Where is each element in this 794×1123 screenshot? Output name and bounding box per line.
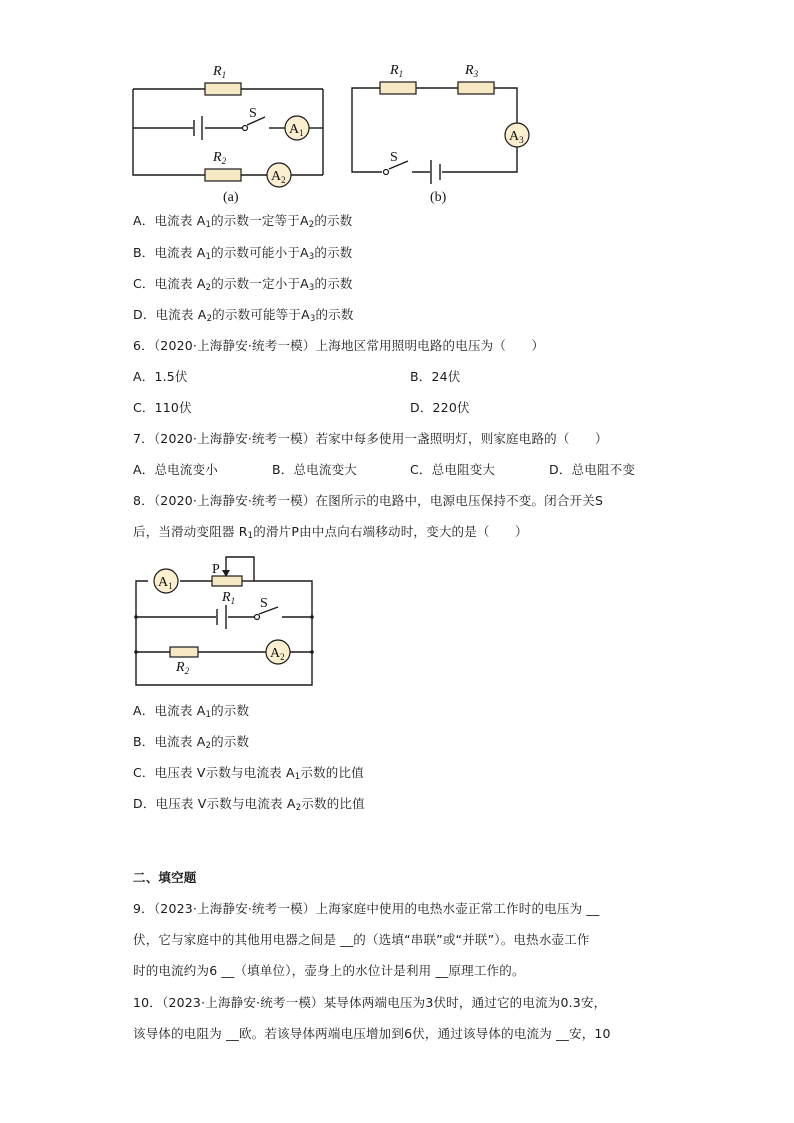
q6-option-c: C．110伏 — [133, 400, 192, 415]
svg-text:R2: $R_2$ — [213, 150, 227, 166]
resistor-r2-a — [205, 169, 241, 181]
q9-line2: 伏，它与家庭中的其他用电器之间是 __的（选填“串联”或“并联”）。电热水壶工作 — [133, 932, 590, 947]
q5-option-d: D．电流表 $A_2$的示数可能等于$A_3$的示数 — [133, 307, 354, 324]
svg-text:P: P — [212, 562, 220, 577]
svg-text:S: S — [260, 596, 268, 611]
q10-line2: 该导体的电阻为 __欧。若该导体两端电压增加到6伏，通过该导体的电流为 __安，10 — [133, 1026, 611, 1041]
svg-text:A1: $A_1$ — [158, 575, 173, 591]
q8-stem-line2: 后，当滑动变阻器 $R_1$的滑片P由中点向右端移动时，变大的是（ ） — [133, 524, 528, 541]
q7-stem: 7．（2020·上海静安·统考一模）若家中每多使用一盏照明灯，则家庭电路的（ ） — [133, 431, 608, 446]
q8-option-a: A．电流表 $A_1$的示数 — [133, 703, 250, 720]
q5-option-b: B．电流表 $A_1$的示数可能小于$A_3$的示数 — [133, 245, 353, 262]
resistor-r3-b — [458, 82, 494, 94]
q6-option-b: B．24伏 — [410, 369, 461, 384]
section-heading-fill-in: 二、填空题 — [133, 870, 197, 885]
svg-text:R3: $R_3$ — [465, 63, 479, 79]
svg-text:S: S — [390, 150, 398, 165]
q8-option-d: D．电压表 V示数与电流表 $A_2$示数的比值 — [133, 796, 365, 813]
svg-text:R1: $R_1$ — [390, 63, 404, 79]
circuit-figure-a — [125, 55, 345, 205]
rheostat-r1-q8 — [212, 576, 242, 586]
q7-option-a: A．总电流变小 — [133, 462, 218, 477]
circuit-figure-b — [340, 55, 540, 205]
q8-option-b: B．电流表 $A_2$的示数 — [133, 734, 250, 751]
svg-text:A2: $A_2$ — [270, 646, 285, 662]
svg-text:A2: $A_2$ — [271, 169, 286, 185]
figure-a-caption: (a) — [223, 190, 239, 205]
circuit-figure-q8 — [128, 552, 328, 692]
q8-option-c: C．电压表 V示数与电流表 $A_1$示数的比值 — [133, 765, 364, 782]
q7-option-b: B．总电流变大 — [272, 462, 357, 477]
q7-option-c: C．总电阻变大 — [410, 462, 496, 477]
q6-option-d: D．220伏 — [410, 400, 470, 415]
q8-stem-line1: 8．（2020·上海静安·统考一模）在图所示的电路中，电源电压保持不变。闭合开关S — [133, 493, 604, 508]
q5-option-c: C．电流表 $A_2$的示数一定小于$A_3$的示数 — [133, 276, 353, 293]
q9-line1: 9．（2023·上海静安·统考一模）上海家庭中使用的电热水壶正常工作时的电压为 __ — [133, 901, 600, 916]
svg-text:R1: $R_1$ — [213, 64, 227, 80]
svg-text:R1: $R_1$ — [222, 590, 236, 606]
figure-b-caption: (b) — [430, 190, 447, 205]
svg-text:S: S — [249, 106, 257, 121]
q5-option-a: A．电流表 $A_1$的示数一定等于$A_2$的示数 — [133, 213, 353, 230]
svg-text:A3: $A_3$ — [509, 129, 524, 145]
q9-line3: 时的电流约为6 __（填单位），壶身上的水位计是利用 __原理工作的。 — [133, 963, 525, 978]
resistor-r1-b — [380, 82, 416, 94]
q7-option-d: D．总电阻不变 — [549, 462, 636, 477]
q6-stem: 6．（2020·上海静安·统考一模）上海地区常用照明电路的电压为（ ） — [133, 338, 545, 353]
resistor-r2-q8 — [170, 647, 198, 657]
resistor-r1-a — [205, 83, 241, 95]
q6-option-a: A．1.5伏 — [133, 369, 188, 384]
q10-line1: 10．（2023·上海静安·统考一模）某导体两端电压为3伏时，通过它的电流为0.3安， — [133, 995, 607, 1010]
svg-text:R2: $R_2$ — [176, 660, 190, 676]
svg-text:A1: $A_1$ — [289, 122, 304, 138]
